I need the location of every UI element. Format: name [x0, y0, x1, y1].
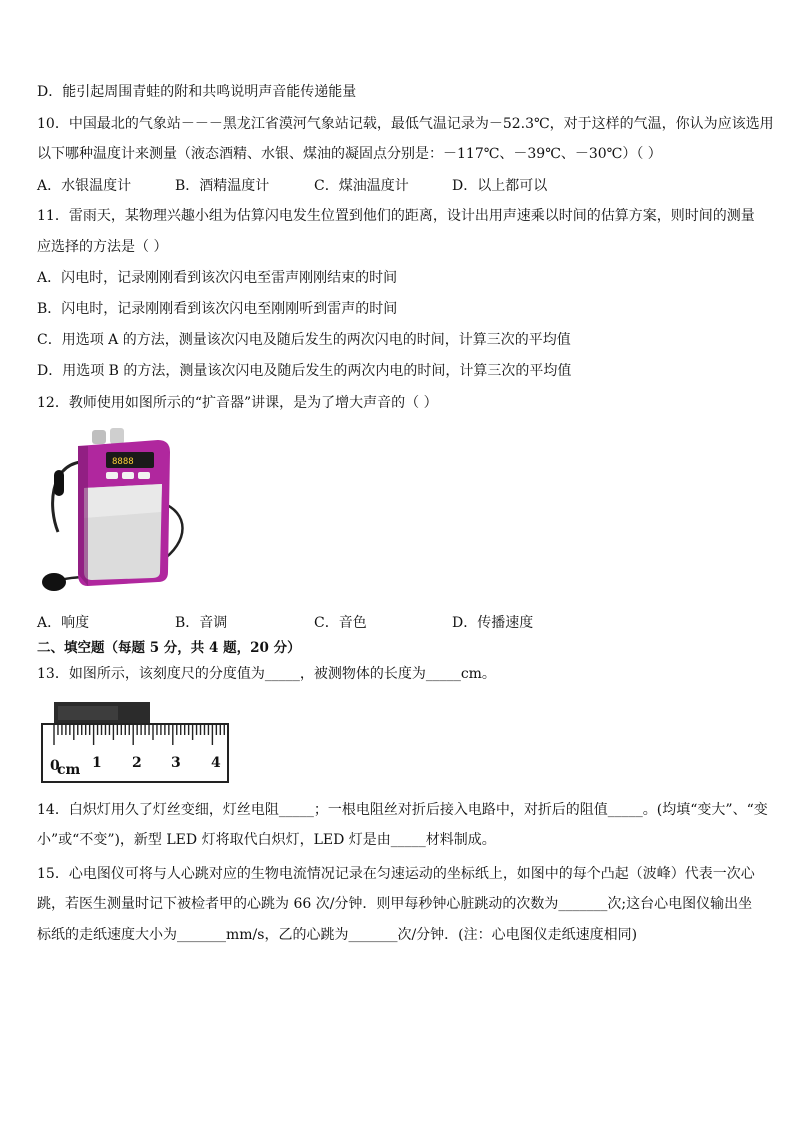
q9-option-d: D．能引起周围青蛙的附和共鸣说明声音能传递能量 — [37, 84, 357, 100]
q10-stem-line1: 10．中国最北的气象站－－－黑龙江省漠河气象站记载，最低气温记录为－52.3℃，对于这样的气温，你认为应该选用 — [37, 116, 774, 132]
voice-amplifier-image — [40, 422, 200, 598]
volume-knob-left — [92, 430, 106, 444]
q15-stem-line3: 标纸的走纸速度大小为_______mm/s，乙的心跳为_______次/分钟．(注：心电图仪走纸速度相同) — [37, 927, 638, 943]
volume-knob-right — [110, 428, 124, 444]
q15-stem-line1: 15．心电图仪可将与人心跳对应的生物电流情况记录在匀速运动的坐标纸上，如图中的每个凸起（波峰）代表一次心 — [37, 866, 755, 882]
q11-option-a: A．闪电时，记录刚刚看到该次闪电至雷声刚刚结束的时间 — [37, 270, 398, 286]
ruler-label-1: 1 — [92, 755, 102, 771]
q14-stem-line1: 14．白炽灯用久了灯丝变细，灯丝电阻_____；一根电阻丝对折后接入电路中，对折后的阻值_____。(均填“变大”、“变 — [37, 802, 768, 818]
ruler-label-2: 2 — [132, 755, 142, 771]
q10-option-c: C．煤油温度计 — [314, 178, 409, 194]
q14-stem-line2: 小”或“不变”)，新型 LED 灯将取代白炽灯，LED 灯是由_____材料制成。 — [37, 832, 496, 848]
ruler-label-cm: cm — [57, 762, 81, 778]
svg-text:8888: 8888 — [112, 457, 134, 467]
control-button-1 — [106, 472, 118, 479]
body-side-shadow — [78, 446, 88, 586]
q11-option-c: C．用选项 A 的方法，测量该次闪电及随后发生的两次闪电的时间，计算三次的平均值 — [37, 332, 571, 348]
object-texture — [58, 706, 118, 720]
q10-stem-line2: 以下哪种温度计来测量（液态酒精、水银、煤油的凝固点分别是：－117℃、－39℃、－30℃）（ ） — [37, 146, 662, 162]
headset-earpiece — [54, 470, 64, 496]
section-heading-fill-in: 二、填空题（每题 5 分，共 4 题，20 分） — [37, 640, 301, 656]
q11-option-d: D．用选项 B 的方法，测量该次闪电及随后发生的两次内电的时间，计算三次的平均值 — [37, 363, 572, 379]
q12-option-d: D．传播速度 — [452, 615, 534, 631]
q12-stem: 12．教师使用如图所示的“扩音器”讲课，是为了增大声音的（ ） — [37, 395, 438, 411]
q11-option-b: B．闪电时，记录刚刚看到该次闪电至刚刚听到雷声的时间 — [37, 301, 398, 317]
q12-option-c: C．音色 — [314, 615, 367, 631]
q10-option-b: B．酒精温度计 — [175, 178, 270, 194]
control-button-3 — [138, 472, 150, 479]
q12-option-b: B．音调 — [175, 615, 228, 631]
q10-option-a: A．水银温度计 — [37, 178, 132, 194]
ruler-label-4: 4 — [211, 755, 221, 771]
q10-option-d: D．以上都可以 — [452, 178, 548, 194]
q12-options — [37, 612, 757, 632]
q10-options — [37, 175, 757, 195]
ruler-label-3: 3 — [171, 755, 181, 771]
control-button-2 — [122, 472, 134, 479]
q11-stem-line2: 应选择的方法是（ ） — [37, 239, 168, 255]
microphone-head — [42, 573, 66, 591]
q13-stem: 13．如图所示，该刻度尺的分度值为_____，被测物体的长度为_____cm。 — [37, 666, 496, 682]
q12-option-a: A．响度 — [37, 615, 90, 631]
ruler-label-0: 0 — [50, 758, 60, 774]
q15-stem-line2: 跳，若医生测量时记下被检者甲的心跳为 66 次/分钟．则甲每秒钟心脏跳动的次数为_______次;这台心电图仪输出坐 — [37, 896, 753, 912]
ruler-image — [40, 700, 232, 786]
q11-stem-line1: 11．雷雨天，某物理兴趣小组为估算闪电发生位置到他们的距离，设计出用声速乘以时间的估算方案，则时间的测量 — [37, 208, 755, 224]
